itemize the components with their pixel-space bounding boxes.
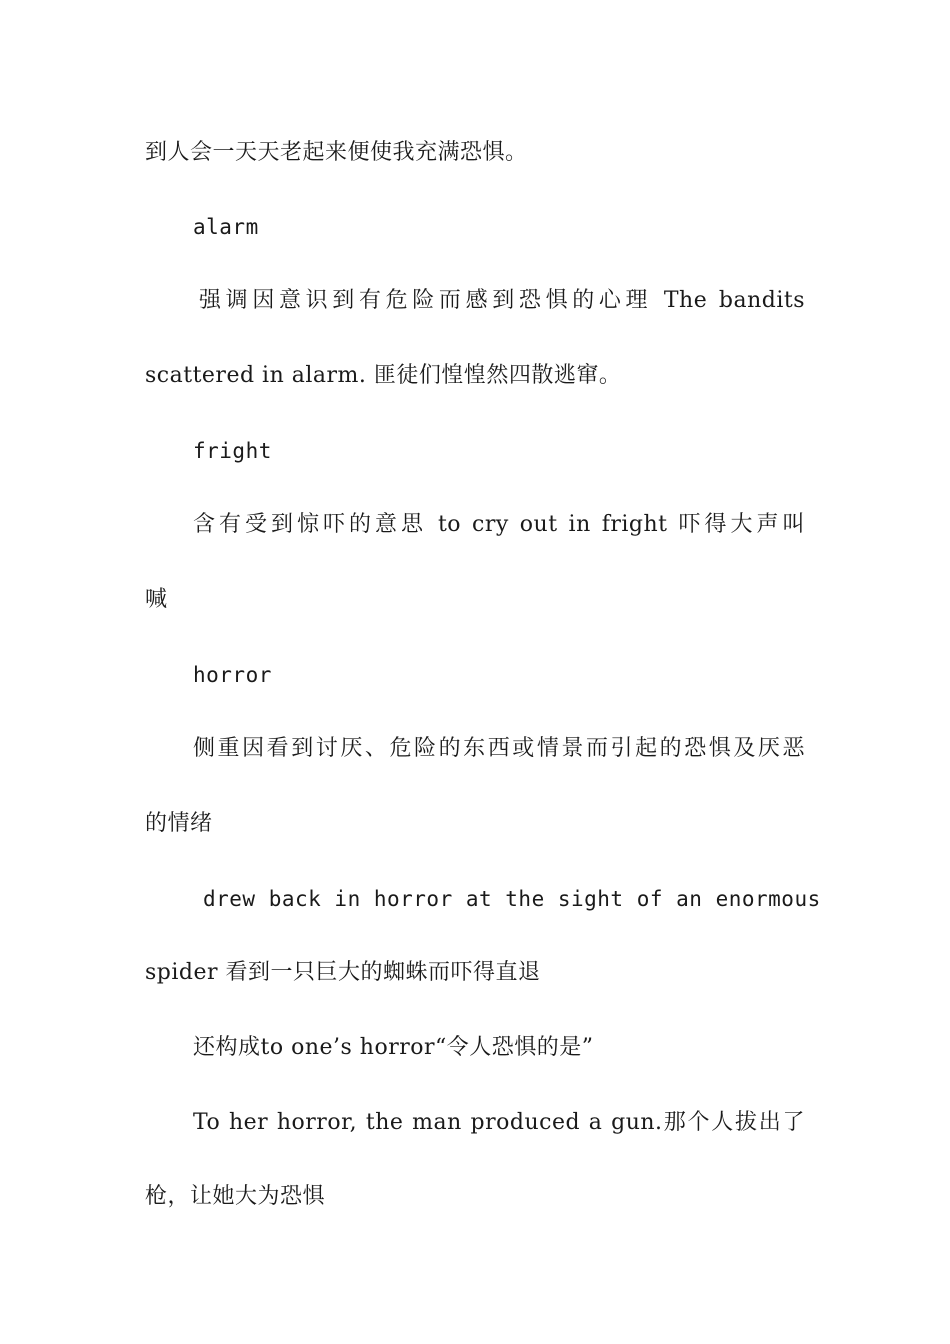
usage-note-horror: 还构成to one’s horror“令人恐惧的是” [193,1035,594,1060]
definition-horror-continued: 的情绪 [145,811,213,836]
example-to-her-horror: To her horror, the man produced a gun.那个人拔出了 [193,1110,805,1135]
term-heading-fright: fright [193,439,272,463]
example-to-her-horror-continued: 枪，让她大为恐惧 [145,1184,326,1209]
example-horror-continued: spider 看到一只巨大的蜘蛛而吓得直退 [145,960,541,985]
definition-horror: 侧重因看到讨厌、危险的东西或情景而引起的恐惧及厌恶 [193,736,805,761]
text-line-continuation: 到人会一天天老起来便使我充满恐惧。 [145,140,528,165]
example-horror: drew back in horror at the sight of an enormous [203,887,821,911]
term-heading-alarm: alarm [193,215,259,239]
term-heading-horror: horror [193,663,272,687]
definition-alarm: 强调因意识到有危险而感到恐惧的心理 The bandits [199,288,805,313]
example-alarm: scattered in alarm. 匪徒们惶惶然四散逃窜。 [145,363,622,388]
definition-fright: 含有受到惊吓的意思 to cry out in fright 吓得大声叫 [193,512,805,537]
definition-fright-continued: 喊 [145,587,168,612]
